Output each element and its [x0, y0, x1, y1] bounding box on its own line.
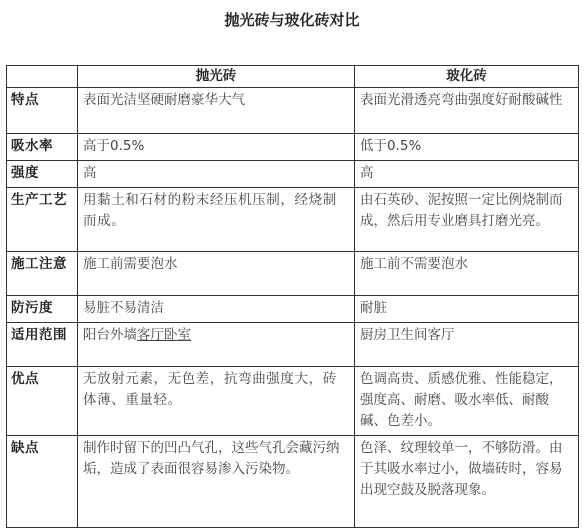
vitrified-cell: 色泽、纹理较单一，不够防滑。由于其吸水率过小，做墙砖时，容易出现空鼓及脱落现象。	[355, 436, 579, 528]
table-row	[7, 161, 579, 188]
table-row	[7, 188, 579, 252]
polished-cell: 用黏土和石材的粉末经压机压制，经烧制而成。	[78, 188, 355, 252]
vitrified-cell: 耐脏	[355, 296, 579, 323]
polished-cell: 表面光洁坚硬耐磨豪华大气	[78, 88, 355, 134]
polished-cell: 高	[78, 161, 355, 188]
comparison-table	[6, 65, 579, 528]
header-vitrified-tile: 玻化砖	[355, 66, 579, 88]
vitrified-cell: 施工前不需要泡水	[355, 252, 579, 296]
polished-cell: 无放射元素，无色差，抗弯曲强度大，砖体薄、重量轻。	[78, 367, 355, 436]
row-label: 特点	[7, 88, 78, 134]
polished-cell: 施工前需要泡水	[78, 252, 355, 296]
row-label: 适用范围	[7, 323, 78, 367]
vitrified-cell: 高	[355, 161, 579, 188]
vitrified-cell: 厨房卫生间客厅	[355, 323, 579, 367]
table-row	[7, 134, 579, 161]
table-row	[7, 436, 579, 528]
scope-plain-text: 阳台外墙	[83, 327, 137, 343]
header-polished-tile: 抛光砖	[78, 66, 355, 88]
scope-underlined-text: 客厅卧室	[137, 327, 191, 343]
table-row	[7, 88, 579, 134]
table-row	[7, 296, 579, 323]
table-header-row	[7, 66, 579, 88]
vitrified-cell: 表面光滑透亮弯曲强度好耐酸碱性	[355, 88, 579, 134]
row-label: 吸水率	[7, 134, 78, 161]
table-row	[7, 367, 579, 436]
vitrified-cell: 色调高贵、质感优雅、性能稳定，强度高、耐磨、吸水率低、耐酸碱、色差小。	[355, 367, 579, 436]
row-label: 强度	[7, 161, 78, 188]
row-label: 防污度	[7, 296, 78, 323]
table-row	[7, 323, 579, 367]
vitrified-cell: 低于0.5%	[355, 134, 579, 161]
vitrified-cell: 由石英砂、泥按照一定比例烧制而成，然后用专业磨具打磨光亮。	[355, 188, 579, 252]
polished-cell: 高于0.5%	[78, 134, 355, 161]
polished-cell: 易脏不易清洁	[78, 296, 355, 323]
header-blank-cell	[7, 66, 78, 88]
polished-cell	[78, 323, 355, 367]
table-row	[7, 252, 579, 296]
row-label: 缺点	[7, 436, 78, 528]
page-title: 抛光砖与玻化砖对比	[224, 11, 360, 29]
polished-cell: 制作时留下的凹凸气孔，这些气孔会藏污纳垢，造成了表面很容易渗入污染物。	[78, 436, 355, 528]
row-label: 生产工艺	[7, 188, 78, 252]
row-label: 施工注意	[7, 252, 78, 296]
row-label: 优点	[7, 367, 78, 436]
